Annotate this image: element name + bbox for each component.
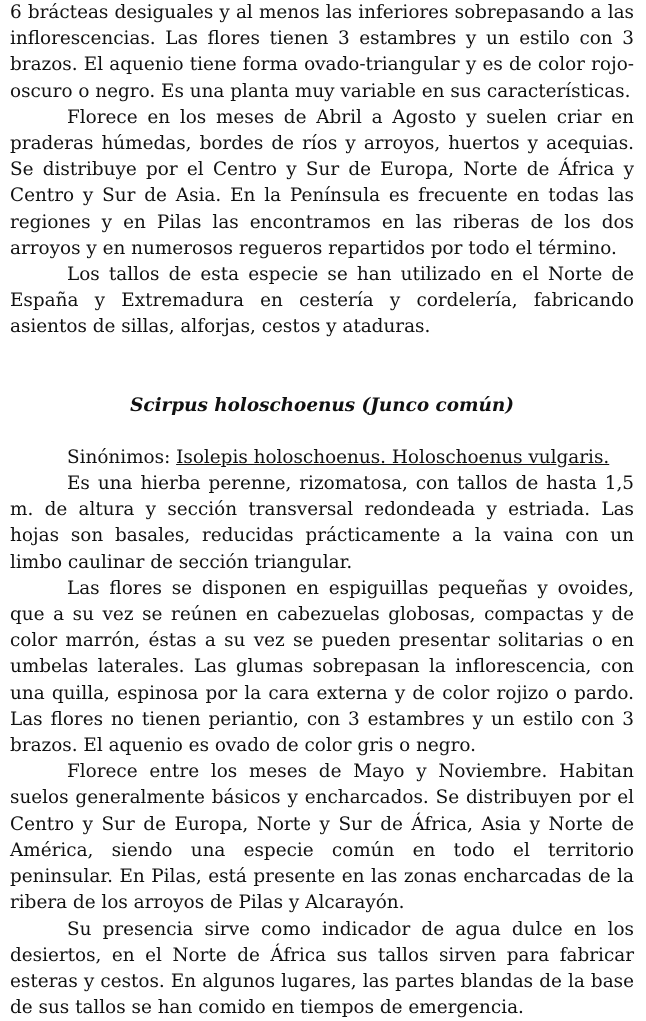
paragraph-flowers: Las flores se disponen en espiguillas pequeñas y ovoides, que a su vez se reúnen en cabezuelas globosas, compactas y de color marrón, éstas a su vez se pueden presentar solitarias o en umbelas laterales. Las glumas sobrepasan la inflorescencia, con una quilla, espinosa por la cara externa y de color rojizo o pardo. Las flores no tienen periantio, con 3 estambres y un estilo con 3 brazos. El aquenio es ovado de color gris o negro.: [10, 576, 634, 759]
species-heading: Scirpus holoschoenus (Junco común): [10, 393, 634, 419]
paragraph-description: Es una hierba perenne, rizomatosa, con tallos de hasta 1,5 m. de altura y sección transversal redondeada y estriada. Las hojas son basales, reducidas prácticamente a la vaina con un limbo caulinar de sección triangular.: [10, 471, 634, 576]
paragraph-flowering-habitat: Florece en los meses de Abril a Agosto y suelen criar en praderas húmedas, bordes de ríos y arroyos, huertos y acequias. Se distribuye por el Centro y Sur de Europa, Norte de África y Centro y Sur de Asia. En la Península es frecuente en todas las regiones y en Pilas las encontramos en las riberas de los dos arroyos y en numerosos regueros repartidos por todo el término.: [10, 105, 634, 262]
paragraph-uses: Los tallos de esta especie se han utilizado en el Norte de España y Extremadura en cestería y cordelería, fabricando asientos de sillas, alforjas, cestos y ataduras.: [10, 262, 634, 341]
synonyms-label: Sinónimos:: [67, 447, 170, 468]
paragraph-flowering-distribution: Florece entre los meses de Mayo y Noviembre. Habitan suelos generalmente básicos y encharcados. Se distribuyen por el Centro y Sur de Europa, Norte y Sur de África, Asia y Norte de América, siendo una especie común en todo el territorio peninsular. En Pilas, está presente en las zonas encharcadas de la ribera de los arroyos de Pilas y Alcarayón.: [10, 759, 634, 916]
paragraph-continuation: 6 brácteas desiguales y al menos las inferiores sobrepasando a las inflorescencias. Las flores tienen 3 estambres y un estilo con 3 brazos. El aquenio tiene forma ovado-triangular y es de color rojo-oscuro o negro. Es una planta muy variable en sus características.: [10, 0, 634, 105]
synonyms-list: Isolepis holoschoenus. Holoschoenus vulgaris.: [176, 447, 609, 468]
synonyms-line: [10, 445, 634, 471]
section-spacer: [10, 341, 634, 393]
paragraph-uses-2: Su presencia sirve como indicador de agua dulce en los desiertos, en el Norte de África sus tallos sirven para fabricar esteras y cestos. En algunos lugares, las partes blandas de la base de sus tallos se han comido en tiempos de emergencia.: [10, 917, 634, 1021]
